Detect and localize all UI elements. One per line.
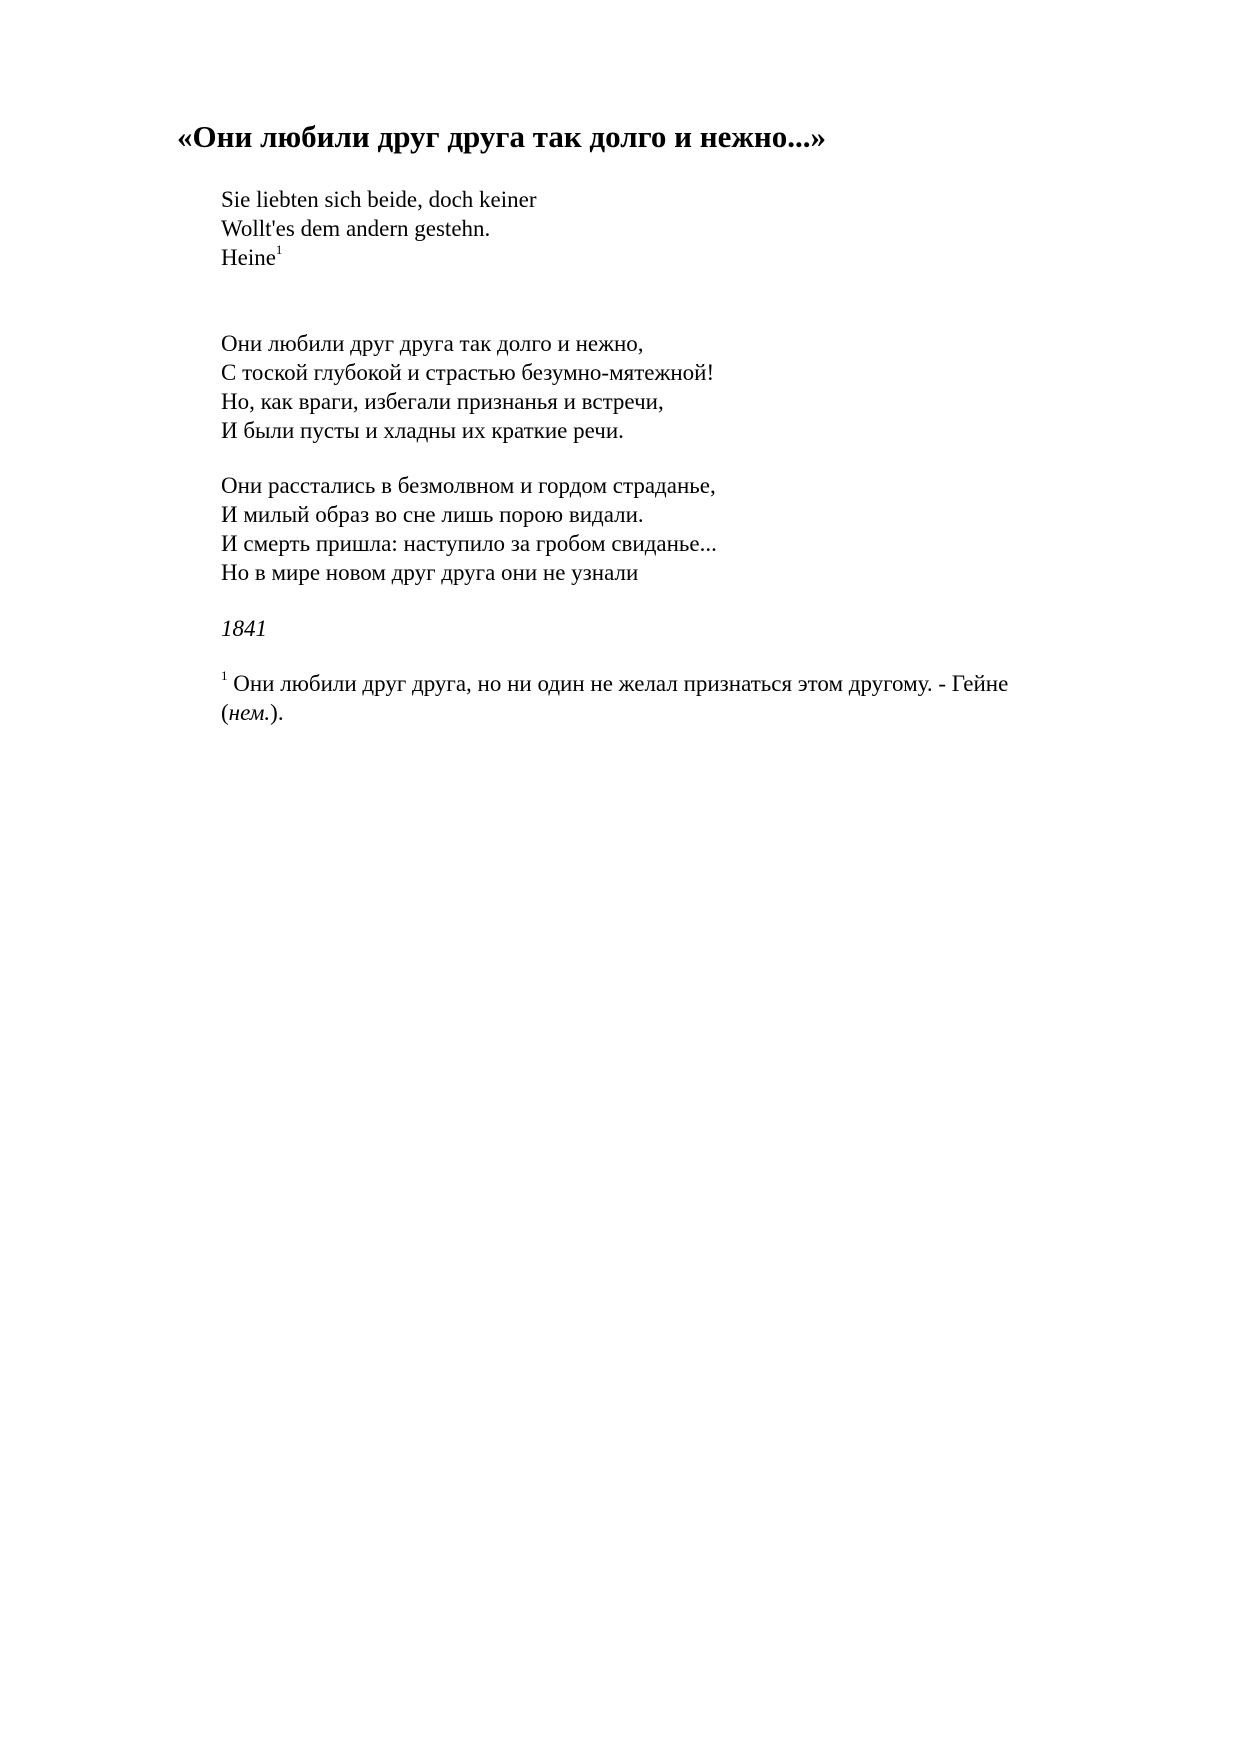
footnote-close: ). — [270, 700, 284, 725]
footnote-text: Они любили друг друга, но ни один не желал признаться этом другому. - Гейне — [233, 671, 1009, 696]
poem-line: Но, как враги, избегали признанья и встречи, — [221, 389, 664, 414]
poem-line: Они любили друг друга так долго и нежно, — [221, 331, 644, 356]
footnote-language: нем. — [228, 700, 271, 725]
epigraph-line: Sie liebten sich beide, doch keiner — [221, 187, 537, 212]
poem-line: И смерть пришла: наступило за гробом свиданье... — [221, 531, 717, 556]
poem-line: И милый образ во сне лишь порою видали. — [221, 502, 644, 527]
poem-date: 1841 — [221, 616, 267, 641]
epigraph — [221, 185, 537, 272]
epigraph-author-line — [221, 243, 537, 272]
footnote-line — [221, 669, 1101, 698]
stanza — [221, 329, 714, 445]
poem-line: С тоской глубокой и страстью безумно-мятежной! — [221, 360, 715, 385]
footnote-line — [221, 698, 1101, 727]
stanza — [221, 471, 717, 587]
footnote-open-paren: ( — [221, 700, 229, 725]
poem-line: Но в мире новом друг друга они не узнали — [221, 560, 639, 585]
poem-title: «Они любили друг друга так долго и нежно...» — [177, 119, 826, 154]
poem-line: И были пусты и хладны их краткие речи. — [221, 418, 624, 443]
footnote-mark: 1 — [221, 668, 228, 684]
footnote — [221, 669, 1101, 727]
epigraph-line: Wollt'es dem andern gestehn. — [221, 216, 491, 241]
epigraph-author: Heine — [221, 245, 276, 270]
poem-line: Они расстались в безмолвном и гордом страданье, — [221, 473, 716, 498]
footnote-reference: 1 — [275, 242, 283, 258]
